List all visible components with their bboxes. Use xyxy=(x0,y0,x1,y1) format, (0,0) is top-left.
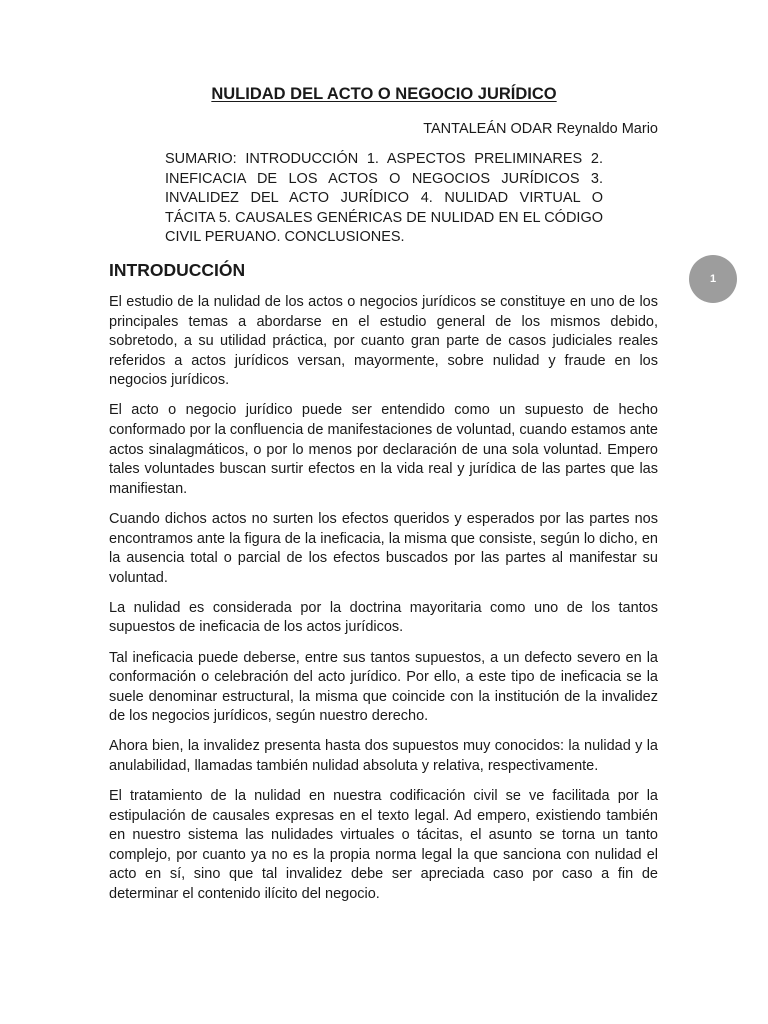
paragraph: El estudio de la nulidad de los actos o negocios jurídicos se constituye en uno de los principales temas a abordarse en el estudio general de los mismos debido, sobretodo, a su utilidad práctica, por cuanto gran parte de casos judiciales reales referidos a actos jurídicos versan, mayormente, sobre nulidad y fraude en los negocios jurídicos. xyxy=(109,294,658,389)
paragraph: Cuando dichos actos no surten los efectos queridos y esperados por las partes nos encontramos ante la figura de la ineficacia, la misma que consiste, según lo dicho, en la ausencia total o parcial de los efectos buscados por las partes al manifestar su voluntad. xyxy=(109,510,658,586)
paragraph: El acto o negocio jurídico puede ser entendido como un supuesto de hecho conformado por la confluencia de manifestaciones de voluntad, cuando estamos ante actos sinalagmáticos, o por lo menos por declaración de una sola voluntad. Empero tales voluntades buscan surtir efectos en la vida real y jurídica de las partes que las manifiestan. xyxy=(109,402,658,497)
author-name: TANTALEÁN ODAR Reynaldo Mario xyxy=(423,121,658,137)
page-number: 1 xyxy=(709,273,717,285)
document-body xyxy=(109,293,658,915)
section-heading: INTRODUCCIÓN xyxy=(109,260,246,280)
page-number-badge xyxy=(689,255,737,303)
paragraph: Tal ineficacia puede deberse, entre sus tantos supuestos, a un defecto severo en la conformación o celebración del acto jurídico. Por ello, a este tipo de ineficacia se la suele denominar estructural, la misma que coincide con la institución de la invalidez de los negocios jurídicos, según nuestro derecho. xyxy=(109,649,658,725)
document-summary: SUMARIO: INTRODUCCIÓN 1. ASPECTOS PRELIMINARES 2. INEFICACIA DE LOS ACTOS O NEGOCIOS JURÍDICOS 3. INVALIDEZ DEL ACTO JURÍDICO 4. NULIDAD VIRTUAL O TÁCITA 5. CAUSALES GENÉRICAS DE NULIDAD EN EL CÓDIGO CIVIL PERUANO. CONCLUSIONES. xyxy=(165,151,603,246)
paragraph: La nulidad es considerada por la doctrina mayoritaria como uno de los tantos supuestos de ineficacia de los actos jurídicos. xyxy=(109,599,658,636)
paragraph: El tratamiento de la nulidad en nuestra codificación civil se ve facilitada por la estipulación de causales expresas en el texto legal. Ad empero, existiendo también en nuestro sistema las nulidades virtuales o tácitas, el asunto se torna un tanto complejo, por cuanto ya no es la propia norma legal la que sanciona con nulidad el acto en sí, sino que tal invalidez debe ser apreciada caso por caso a fin de determinar el contenido ilícito del negocio. xyxy=(109,788,658,903)
document-title: NULIDAD DEL ACTO O NEGOCIO JURÍDICO xyxy=(211,85,557,103)
paragraph: Ahora bien, la invalidez presenta hasta dos supuestos muy conocidos: la nulidad y la anulabilidad, llamadas también nulidad absoluta y relativa, respectivamente. xyxy=(109,738,658,774)
